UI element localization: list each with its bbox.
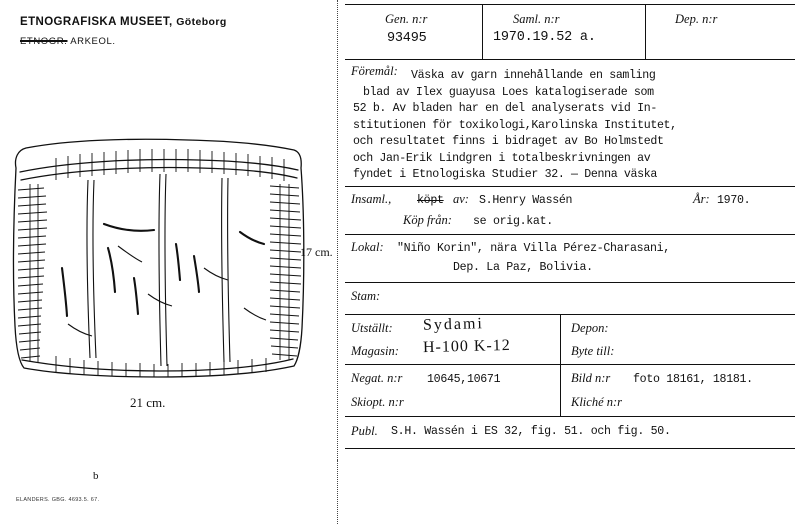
description-line-7: fyndet i Etnologiska Studier 32. — Denna väska: [353, 168, 657, 181]
negat-nr-value: 10645,10671: [427, 373, 501, 386]
saml-nr-value: 1970.19.52 a.: [493, 30, 596, 45]
object-drawing: [8, 128, 308, 398]
rule-v1: [482, 4, 483, 59]
foremal-label: Föremål:: [351, 64, 398, 78]
gen-nr-value: 93495: [387, 31, 427, 46]
utstallt-label: Utställt:: [351, 321, 393, 335]
department-struck: ETNOGR.: [20, 36, 68, 47]
rule-r2: [345, 186, 795, 187]
description-line-2: blad av Ilex guayusa Loes katalogiserade som: [363, 85, 654, 99]
museum-title: [20, 16, 227, 28]
utstallt-value: Sydami: [422, 315, 485, 334]
byte-till-label: Byte till:: [571, 344, 615, 358]
fold-line: [337, 0, 338, 524]
department-line: [20, 36, 116, 47]
ar-label: År:: [693, 192, 710, 206]
rule-r1: [345, 59, 795, 60]
printer-imprint: ELANDERS. GBG. 4693.5. 67.: [16, 497, 100, 503]
rule-v2: [645, 4, 646, 59]
bild-nr-value: foto 18161, 18181.: [633, 373, 753, 386]
depon-label: Depon:: [571, 321, 609, 335]
magasin-label: Magasin:: [351, 344, 399, 358]
drawing-mark: b: [93, 470, 99, 482]
description-line-5: och resultatet finns i bidraget av Bo Holmstedt: [353, 135, 664, 148]
negat-nr-label: Negat. n:r: [351, 371, 403, 385]
insaml-struck-word: köpt: [417, 194, 444, 207]
catalogue-form: [345, 4, 795, 516]
description-line-1: Väska av garn innehållande en samling: [411, 69, 656, 82]
lokal-label: Lokal:: [351, 240, 384, 254]
rule-r8: [345, 448, 795, 449]
insaml-value: S.Henry Wassén: [479, 194, 573, 207]
rule-r7: [345, 416, 795, 417]
description-line-4: stitutionen för toxikologi,Karolinska Institutet,: [353, 118, 677, 132]
left-panel: [0, 0, 340, 524]
kliche-nr-label: Kliché n:r: [571, 395, 623, 409]
description-block: [353, 68, 793, 184]
rule-v4: [560, 364, 561, 416]
insaml-label: Insaml.,: [351, 192, 392, 206]
magasin-value: H-100 K-12: [422, 336, 511, 357]
lokal-line-1: "Niño Korin", nära Villa Pérez-Charasani,: [397, 242, 670, 255]
fold-line-bottom: [337, 460, 338, 524]
description-line-6: och Jan-Erik Lindgren i totalbeskrivningen av: [353, 151, 651, 165]
stam-label: Stam:: [351, 289, 381, 303]
insaml-av-label: av:: [453, 192, 469, 206]
dep-nr-label: Dep. n:r: [675, 12, 718, 26]
bild-nr-label: Bild n:r: [571, 371, 611, 385]
museum-name: ETNOGRAFISKA MUSEET,: [20, 16, 173, 28]
kop-fran-label: Köp från:: [403, 213, 452, 227]
lokal-line-2: Dep. La Paz, Bolivia.: [453, 261, 593, 274]
publ-value: S.H. Wassén i ES 32, fig. 51. och fig. 50.: [391, 425, 671, 438]
rule-top: [345, 4, 795, 5]
department-label: ARKEOL.: [70, 36, 116, 47]
height-dimension-label: 17 cm.: [300, 245, 333, 259]
description-line-3: 52 b. Av bladen har en del analyserats vid In-: [353, 102, 657, 115]
gen-nr-label: Gen. n:r: [385, 12, 428, 26]
rule-r3: [345, 234, 795, 235]
publ-label: Publ.: [351, 424, 378, 438]
skiopt-nr-label: Skiopt. n:r: [351, 395, 404, 409]
rule-v3: [560, 314, 561, 364]
saml-nr-label: Saml. n:r: [513, 12, 560, 26]
width-dimension-label: 21 cm.: [130, 395, 166, 410]
ar-value: 1970.: [717, 194, 751, 207]
rule-r4: [345, 282, 795, 283]
rule-r6: [345, 364, 795, 365]
museum-city: Göteborg: [176, 16, 227, 28]
kop-fran-value: se orig.kat.: [473, 215, 553, 228]
rule-r5: [345, 314, 795, 315]
